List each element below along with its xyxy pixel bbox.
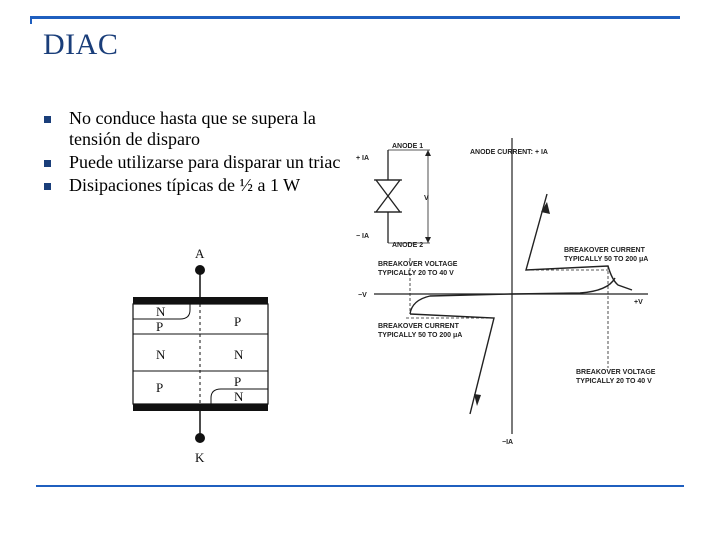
breakover-voltage-left-label: BREAKOVER VOLTAGE xyxy=(378,261,458,268)
breakover-current-bottom-label: BREAKOVER CURRENT xyxy=(378,323,459,330)
breakover-current-top-label: BREAKOVER CURRENT xyxy=(564,247,645,254)
cathode-terminal xyxy=(195,433,205,443)
symbol-triangle-down-icon xyxy=(376,180,400,196)
anode-current-label: ANODE CURRENT: + IA xyxy=(470,149,548,156)
plus-v-label: +V xyxy=(634,299,643,306)
v-label: V xyxy=(424,195,429,202)
symbol-triangle-up-icon xyxy=(376,196,400,212)
minus-ia-label: − IA xyxy=(356,233,370,240)
diac-structure-diagram xyxy=(125,240,275,470)
breakover-current-bottom-label: TYPICALLY 50 TO 200 μA xyxy=(378,332,463,339)
bullet-square-icon xyxy=(44,183,51,190)
breakover-voltage-right-label: BREAKOVER VOLTAGE xyxy=(576,369,656,376)
slide-title: DIAC xyxy=(43,28,119,61)
layer-label: P xyxy=(156,380,164,395)
bottom-rule xyxy=(36,485,684,487)
bullet-item: Puede utilizarse para disparar un triac xyxy=(42,152,352,173)
plus-ia-label: + IA xyxy=(356,155,370,162)
arrow-up-icon xyxy=(425,150,431,156)
breakover-voltage-left-label: TYPICALLY 20 TO 40 V xyxy=(378,270,454,277)
layer-label: N xyxy=(156,304,166,319)
bullet-item: No conduce hasta que se supera la tensión de disparo xyxy=(42,108,352,150)
arrow-down-icon xyxy=(425,237,431,243)
anode2-label: ANODE 2 xyxy=(392,242,424,249)
minus-v-label: −V xyxy=(358,292,367,299)
diac-iv-characteristic xyxy=(350,128,700,450)
breakover-voltage-right-label: TYPICALLY 20 TO 40 V xyxy=(576,378,652,385)
anode1-label: ANODE 1 xyxy=(392,143,424,150)
minus-ia-axis-label: −IA xyxy=(502,439,514,446)
top-metal-contact xyxy=(133,297,268,304)
forward-leakage-curve xyxy=(512,278,615,294)
layer-label: P xyxy=(234,314,242,329)
layer-label: P xyxy=(234,374,242,389)
top-rule xyxy=(30,16,680,19)
bullet-list xyxy=(42,108,352,198)
bullet-item: Disipaciones típicas de ½ a 1 W xyxy=(42,175,352,196)
forward-breakover-branch xyxy=(526,194,632,290)
layer-label: P xyxy=(156,319,164,334)
top-rule-tick xyxy=(30,16,32,24)
reverse-leakage-curve xyxy=(410,294,512,314)
arrow-icon xyxy=(474,394,481,406)
breakover-current-top-label: TYPICALLY 50 TO 200 μA xyxy=(564,256,649,263)
arrow-icon xyxy=(541,202,550,214)
bullet-square-icon xyxy=(44,116,51,123)
cathode-label: K xyxy=(195,450,205,465)
bottom-metal-contact xyxy=(133,404,268,411)
layer-label: N xyxy=(234,389,244,404)
layer-label: N xyxy=(234,347,244,362)
bullet-square-icon xyxy=(44,160,51,167)
layer-label: N xyxy=(156,347,166,362)
anode-label: A xyxy=(195,246,205,261)
